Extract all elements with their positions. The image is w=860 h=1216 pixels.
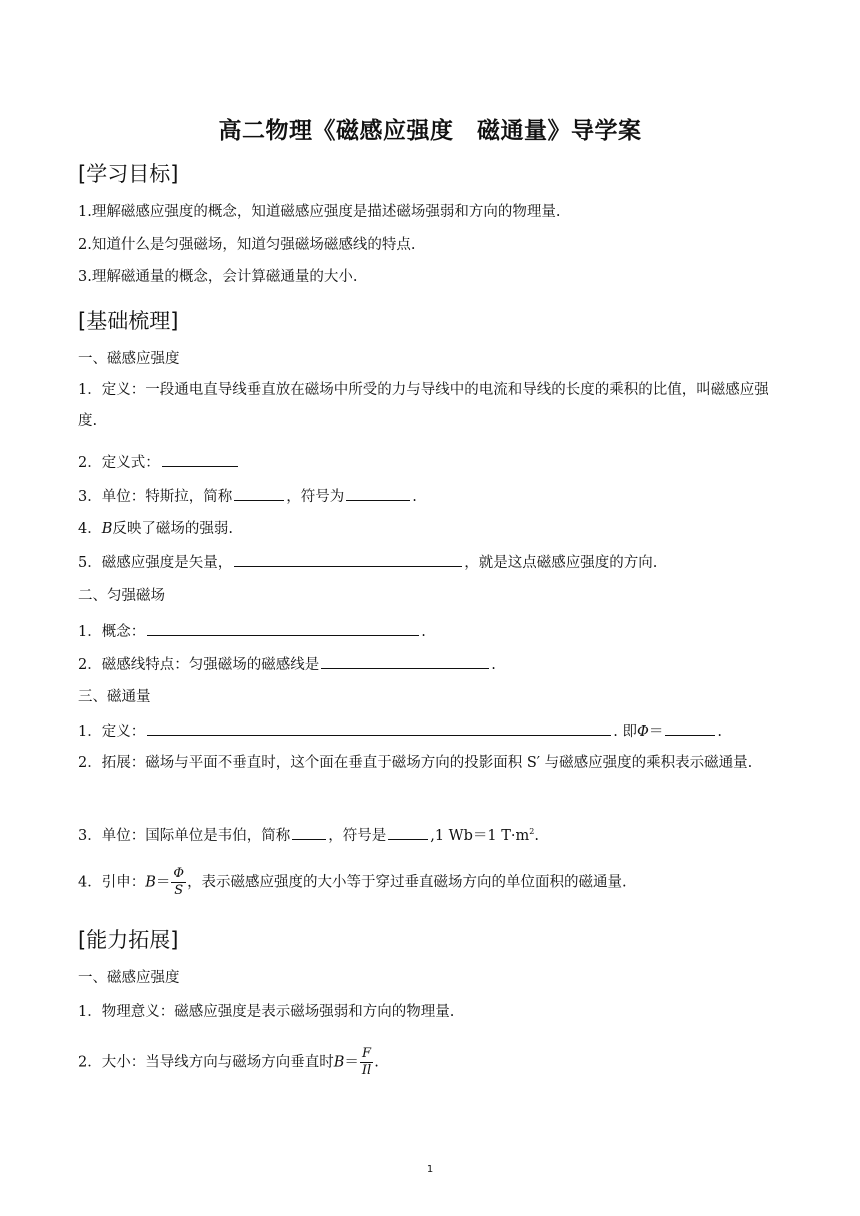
fraction-numerator: Φ xyxy=(173,866,185,881)
flux-extension-paragraph: 2．拓展：磁场与平面不垂直时，这个面在垂直于磁场方向的投影面积 S′ 与磁感应强度的乘积表示磁通量. xyxy=(78,755,753,771)
formula-blank[interactable] xyxy=(162,451,238,467)
b-variable-3: B xyxy=(333,1054,345,1071)
b-reflects-text: 反映了磁场的强弱. xyxy=(112,521,233,537)
section-heading-ability: [能力拓展] xyxy=(78,928,179,952)
section-heading-basics: [基础梳理] xyxy=(78,309,179,333)
vector-label: 5．磁感应强度是矢量， xyxy=(78,555,233,571)
vector-tail: ，就是这点磁感应强度的方向. xyxy=(464,555,658,571)
magnitude-period: . xyxy=(374,1054,379,1071)
extension-equals: ＝ xyxy=(155,874,171,891)
flux-unit-line xyxy=(78,822,539,846)
flux-definition-blank[interactable] xyxy=(147,720,611,736)
flux-definition-label: 1．定义： xyxy=(78,724,146,740)
fraction-denominator: S xyxy=(174,883,184,898)
concept-line xyxy=(78,620,426,642)
phi-variable: Φ xyxy=(636,724,649,740)
unit-symbol-label: ，符号为 xyxy=(286,489,345,505)
goal-item-1: 1.理解磁感应强度的概念，知道磁感应强度是描述磁场强弱和方向的物理量. xyxy=(78,204,561,220)
flux-unit-period: . xyxy=(534,827,539,844)
field-lines-label: 2．磁感线特点：匀强磁场的磁感线是 xyxy=(78,657,320,673)
field-lines-line xyxy=(78,653,496,675)
flux-formula-blank[interactable] xyxy=(665,720,715,736)
b-variable: B xyxy=(101,521,113,537)
flux-unit-relation: ,1 Wb＝1 T·m xyxy=(430,827,530,844)
flux-definition-sep: . 即 xyxy=(613,724,637,740)
concept-period: . xyxy=(421,624,426,640)
document-title: 高二物理《磁感应强度 磁通量》导学案 xyxy=(218,118,642,144)
flux-equals: ＝ xyxy=(648,724,664,740)
fraction-denominator-il: Il xyxy=(361,1063,372,1078)
flux-definition-line xyxy=(78,720,722,742)
physical-meaning-line: 1．物理意义：磁感应强度是表示磁场强弱和方向的物理量. xyxy=(78,1004,455,1020)
vector-line xyxy=(78,551,657,573)
magnitude-label: 2．大小：当导线方向与磁场方向垂直时 xyxy=(78,1054,334,1071)
subsection-flux: 三、磁通量 xyxy=(78,689,151,705)
formula-line xyxy=(78,451,240,473)
goal-item-2: 2.知道什么是匀强磁场，知道匀强磁场磁感线的特点. xyxy=(78,237,416,253)
extension-label: 4．引申： xyxy=(78,874,146,891)
unit-period: . xyxy=(412,489,417,505)
section-heading-goals: [学习目标] xyxy=(78,162,179,186)
phi-over-s-fraction xyxy=(171,866,186,899)
b-variable-2: B xyxy=(145,874,156,891)
f-over-il-fraction xyxy=(360,1046,373,1079)
field-lines-period: . xyxy=(491,657,496,673)
magnitude-line xyxy=(78,1046,379,1079)
extension-text: ，表示磁感应强度的大小等于穿过垂直磁场方向的单位面积的磁通量. xyxy=(187,874,627,891)
unit-label: 3．单位：特斯拉，简称 xyxy=(78,489,233,505)
definition-paragraph: 1．定义：一段通电直导线垂直放在磁场中所受的力与导线中的电流和导线的长度的乘积的比值，叫磁感应强度. xyxy=(78,382,769,429)
unit-symbol-blank[interactable] xyxy=(346,485,410,501)
vector-direction-blank[interactable] xyxy=(234,551,462,567)
square-superscript: 2 xyxy=(529,827,535,836)
field-lines-blank[interactable] xyxy=(321,653,489,669)
ability-subsection-induction: 一、磁感应强度 xyxy=(78,970,180,986)
formula-label: 2．定义式： xyxy=(78,455,160,471)
unit-line xyxy=(78,485,417,507)
unit-short-name-blank[interactable] xyxy=(234,485,284,501)
b-reflects-number: 4． xyxy=(78,521,102,537)
page-number: 1 xyxy=(426,1164,434,1175)
goal-item-3: 3.理解磁通量的概念，会计算磁通量的大小. xyxy=(78,269,358,285)
magnitude-equals: ＝ xyxy=(344,1054,359,1071)
flux-unit-label: 3．单位：国际单位是韦伯，简称 xyxy=(78,827,291,844)
subsection-magnetic-induction: 一、磁感应强度 xyxy=(78,351,180,367)
concept-label: 1．概念： xyxy=(78,624,146,640)
flux-unit-name-blank[interactable] xyxy=(292,824,326,840)
extension-line xyxy=(78,866,627,899)
flux-unit-symbol-label: ，符号是 xyxy=(328,827,387,844)
flux-period: . xyxy=(717,724,722,740)
b-reflects-line xyxy=(78,519,233,539)
subsection-uniform-field: 二、匀强磁场 xyxy=(78,588,165,604)
flux-unit-symbol-blank[interactable] xyxy=(388,824,428,840)
fraction-numerator-f: F xyxy=(360,1046,373,1063)
concept-blank[interactable] xyxy=(147,620,419,636)
